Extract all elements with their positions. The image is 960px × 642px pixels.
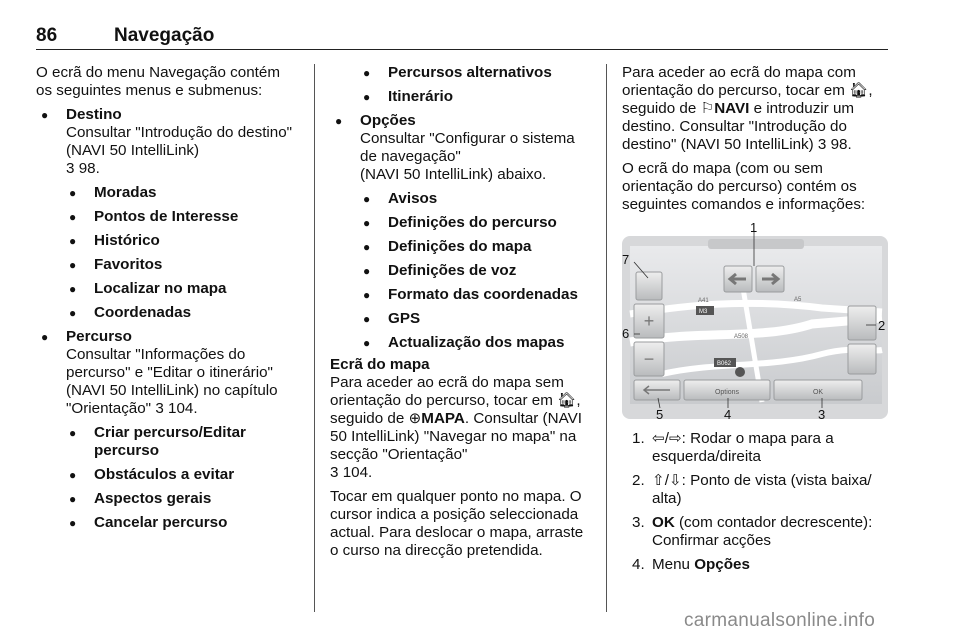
road-label: A508 <box>734 334 749 340</box>
list-item <box>36 256 300 274</box>
list-item-label: Obstáculos a evitar <box>94 466 235 483</box>
list-item-label: Formato das coordenadas <box>388 286 578 303</box>
list-item <box>330 214 592 232</box>
legend-glyph: ⇦/⇨ <box>652 430 682 447</box>
minus-icon: − <box>643 349 655 369</box>
map-screen-para2: Tocar em qualquer ponto no mapa. O cursor indica a posição seleccionada actual. Para deslocar o mapa, arraste o curso na direcção pretendida. <box>330 488 584 559</box>
callout-6: 6 <box>622 326 630 341</box>
destino-ref: 98. <box>78 160 100 177</box>
ref-arrow-icon: 3 <box>66 160 75 177</box>
map-screen-figure <box>622 222 890 420</box>
legend-text: : Ponto de vista (vista baixa/ alta) <box>652 472 872 507</box>
legend-item <box>622 556 890 574</box>
list-item-label: Avisos <box>388 190 438 207</box>
list-item-percurso <box>36 328 300 418</box>
ref-arrow-icon: 3 <box>155 400 164 417</box>
ref-arrow-icon: 3 <box>330 464 339 481</box>
road-label: B062 <box>717 361 732 367</box>
list-item <box>36 184 300 202</box>
section-title: Ecrã do mapa <box>330 356 430 373</box>
list-item <box>36 232 300 250</box>
callout-7: 7 <box>622 252 630 267</box>
globe-icon: ⊕ <box>408 410 422 427</box>
list-item-label: Definições do percurso <box>388 214 557 231</box>
callout-4: 4 <box>724 407 732 420</box>
map-screen-illustration <box>622 222 890 420</box>
top-bar <box>708 239 804 249</box>
navi-label: NAVI <box>714 100 750 117</box>
legend-number: 1. <box>632 430 645 447</box>
list-item <box>330 88 592 106</box>
column-1 <box>36 64 300 538</box>
list-item-label: Aspectos gerais <box>94 490 212 507</box>
list-item <box>330 64 592 82</box>
opcoes-desc1: Consultar "Configurar o sistema de navegação" <box>360 130 575 165</box>
legend-glyph: ⇧/⇩ <box>652 472 682 489</box>
legend-item <box>622 514 890 550</box>
ok-label: OK <box>812 389 824 396</box>
list-item-label: Favoritos <box>94 256 163 273</box>
list-item <box>36 304 300 322</box>
legend-item <box>622 430 890 466</box>
list-item-label: Definições de voz <box>388 262 517 279</box>
list-item <box>330 334 592 352</box>
callout-3: 3 <box>818 407 826 420</box>
list-item <box>36 514 300 532</box>
page-header <box>36 24 888 50</box>
list-item-label: Criar percurso/Editar percurso <box>94 424 246 459</box>
list-item-label: Percursos alternativos <box>388 64 552 81</box>
list-item <box>36 466 300 484</box>
watermark: carmanualsonline.info <box>684 610 876 631</box>
map-screen-para1: Para aceder ao ecrã do mapa sem orientação do percurso, tocar em 🏠︎, seguido de ⊕MAPA. Consultar (NAVI 50 IntelliLink) "Navegar no mapa" na secção "Orientação" 3 104. <box>330 374 582 481</box>
legend-number: 4. <box>632 556 645 573</box>
legend-bold: OK <box>652 514 675 531</box>
legend-item <box>622 472 890 508</box>
road-label: M3 <box>699 309 708 315</box>
list-item-label: GPS <box>388 310 421 327</box>
opcoes-label: Opções <box>360 112 416 129</box>
flag-icon: ⚐ <box>700 100 715 117</box>
road-label: A41 <box>698 298 709 304</box>
list-item <box>330 286 592 304</box>
list-item-label: Coordenadas <box>94 304 192 321</box>
list-item-label: Localizar no mapa <box>94 280 227 297</box>
map-guidance-para2: O ecrã do mapa (com ou sem orientação do percurso) contém os seguintes comandos e informações: <box>622 160 866 213</box>
list-item <box>330 238 592 256</box>
home-icon: 🏠︎ <box>557 392 577 409</box>
map-guidance-para1: Para aceder ao ecrã do mapa com orientação do percurso, tocar em 🏠︎, seguido de ⚐NAVI e introduzir um destino. Consultar "Introdução do destino" (NAVI 50 IntelliLink) 3 98. <box>622 64 873 153</box>
destino-label: Destino <box>66 106 122 123</box>
column-divider-1 <box>314 64 315 612</box>
percurso-label: Percurso <box>66 328 132 345</box>
callout-1: 1 <box>750 222 758 235</box>
column-3 <box>622 64 890 580</box>
callout-2: 2 <box>878 318 886 333</box>
list-item-destino <box>36 106 300 178</box>
list-item <box>36 208 300 226</box>
legend-number: 2. <box>632 472 645 489</box>
options-label: Options <box>714 389 740 396</box>
page-number: 86 <box>36 25 58 46</box>
callout-5: 5 <box>656 407 664 420</box>
view-button <box>636 272 662 300</box>
intro-text: O ecrã do menu Navegação contém os seguintes menus e submenus: <box>36 64 280 99</box>
compass-button <box>848 344 876 374</box>
legend-text: : Rodar o mapa para a esquerda/direita <box>652 430 834 465</box>
list-item-label: Itinerário <box>388 88 453 105</box>
list-item <box>330 310 592 328</box>
opcoes-desc2: (NAVI 50 IntelliLink) abaixo. <box>360 166 547 183</box>
mapa-label: MAPA <box>421 410 465 427</box>
legend-list <box>622 430 890 574</box>
legend-bold: Opções <box>694 556 750 573</box>
list-item <box>36 490 300 508</box>
percurso-desc: Consultar "Informações do percurso" e "Editar o itinerário" (NAVI 50 IntelliLink) no capítulo "Orientação" <box>66 346 278 417</box>
destino-desc: Consultar "Introdução do destino" (NAVI 50 IntelliLink) <box>66 124 293 159</box>
list-item-label: Cancelar percurso <box>94 514 228 531</box>
road-label: A5 <box>794 297 802 303</box>
list-item-label: Pontos de Interesse <box>94 208 239 225</box>
list-item <box>330 262 592 280</box>
ref-arrow-icon: 3 <box>817 136 827 153</box>
opcoes-submenu <box>330 190 592 352</box>
percurso-submenu <box>36 424 300 532</box>
list-item <box>36 424 300 460</box>
destino-submenu <box>36 184 300 322</box>
home-icon: 🏠︎ <box>849 82 869 99</box>
plus-icon: + <box>643 311 655 331</box>
list-item-label: Definições do mapa <box>388 238 532 255</box>
list-item <box>330 190 592 208</box>
chapter-title: Navegação <box>114 25 215 46</box>
list-item-label: Actualização dos mapas <box>388 334 565 351</box>
legend-text: Menu <box>652 556 695 573</box>
legend-number: 3. <box>632 514 645 531</box>
list-item-label: Histórico <box>94 232 160 249</box>
column-divider-2 <box>606 64 607 612</box>
list-item-opcoes <box>330 112 592 184</box>
column-2 <box>330 64 592 566</box>
viewpoint-button <box>848 306 876 340</box>
legend-text: (com contador decrescente): Confirmar acções <box>652 514 873 549</box>
list-item-label: Moradas <box>94 184 157 201</box>
percurso-ref: 104. <box>168 400 198 417</box>
list-item <box>36 280 300 298</box>
position-cursor <box>735 367 745 377</box>
percurso-submenu-cont <box>330 64 592 106</box>
